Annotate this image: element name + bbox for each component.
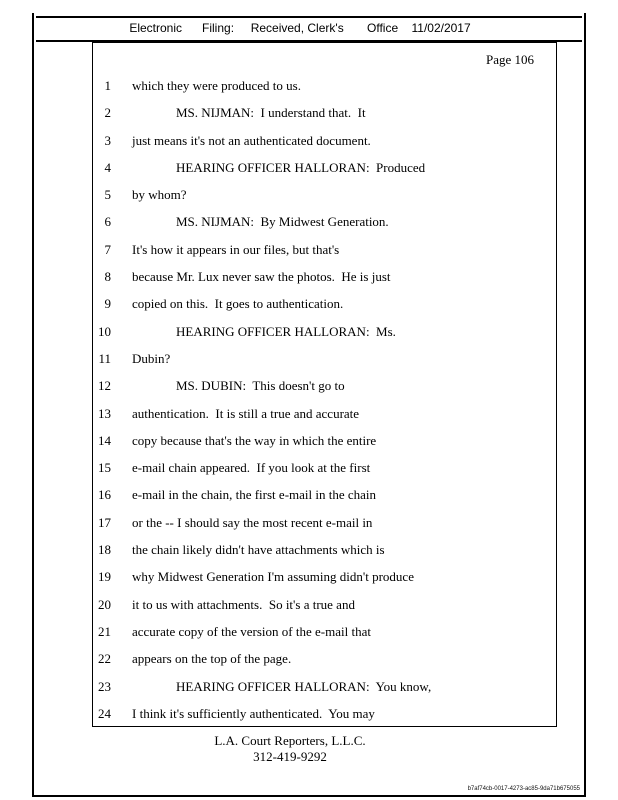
transcript-line — [93, 127, 556, 154]
transcript-line-number: 7 — [104, 241, 111, 257]
transcript-line-text: why Midwest Generation I'm assuming didn't produce — [132, 569, 414, 585]
transcript-line-text: authentication. It is still a true and accurate — [132, 405, 360, 421]
reporter-name: L.A. Court Reporters, L.L.C. — [214, 733, 366, 748]
transcript-line-number: 2 — [104, 105, 111, 121]
scan-edge-left — [32, 13, 34, 797]
scan-edge-right — [584, 13, 586, 797]
transcript-line — [93, 372, 556, 399]
transcript-line-number: 17 — [98, 514, 111, 530]
transcript-line — [93, 318, 556, 345]
transcript-line-number: 10 — [98, 323, 111, 339]
reporter-phone: 312-419-9292 — [253, 749, 327, 764]
transcript-line-number: 3 — [104, 132, 111, 148]
transcript-line — [93, 99, 556, 126]
transcript-line-number: 4 — [104, 159, 111, 175]
transcript-line-number: 19 — [98, 569, 111, 585]
transcript-line — [93, 454, 556, 481]
transcript-line — [93, 290, 556, 317]
page-number-label: Page 106 — [485, 52, 534, 67]
transcript-line — [93, 263, 556, 290]
transcript-line-text: which they were produced to us. — [132, 78, 301, 93]
transcript-line — [93, 345, 556, 372]
transcript-line — [93, 236, 556, 263]
transcript-line — [93, 618, 556, 645]
transcript-line — [93, 673, 556, 700]
transcript-line-text: HEARING OFFICER HALLORAN: Ms. — [176, 323, 396, 339]
transcript-line-text: just means it's not an authenticated document. — [132, 132, 371, 148]
electronic-filing-stamp: Electronic Filing: Received, Clerk's Office 11/02/2017 — [129, 21, 471, 35]
transcript-line — [93, 181, 556, 208]
transcript-line-text: e-mail in the chain, the first e-mail in the chain — [132, 487, 377, 503]
transcript-line-number: 14 — [98, 432, 111, 448]
document-id-stamp: b7af74cb-0017-4273-ac85-9da71b675055 — [467, 786, 580, 792]
transcript-line-text: copy because that's the way in which the entire — [132, 432, 377, 448]
transcript-line-text: accurate copy of the version of the e-mail that — [132, 623, 371, 639]
transcript-line-text: copied on this. It goes to authentication. — [132, 296, 344, 312]
transcript-line-number: 12 — [98, 378, 111, 394]
transcript-line-text: or the -- I should say the most recent e-mail in — [132, 514, 373, 530]
transcript-line-number: 20 — [98, 596, 111, 612]
transcript-line-number: 11 — [98, 350, 111, 366]
transcript-line — [93, 208, 556, 235]
transcript-line-text: because Mr. Lux never saw the photos. He is just — [132, 269, 391, 285]
transcript-line-text: Dubin? — [132, 350, 171, 366]
reporter-footer — [0, 733, 580, 765]
transcript-line — [93, 591, 556, 618]
transcript-line-number: 9 — [104, 296, 111, 312]
header-rule-top — [36, 16, 582, 18]
transcript-line — [93, 509, 556, 536]
transcript-line — [93, 481, 556, 508]
transcript-line — [93, 72, 556, 99]
transcript-line-number: 23 — [98, 678, 111, 694]
transcript-line-text: MS. NIJMAN: I understand that. It — [176, 105, 366, 121]
transcript-line-text: by whom? — [132, 187, 187, 203]
transcript-line-number: 1 — [104, 78, 111, 93]
transcript-line-text: it to us with attachments. So it's a true and — [132, 596, 355, 612]
transcript-line — [93, 427, 556, 454]
scan-edge-bottom — [32, 795, 586, 797]
transcript-line-number: 16 — [98, 487, 111, 503]
transcript-line-text: I think it's sufficiently authenticated. You may — [132, 705, 375, 721]
transcript-line — [93, 563, 556, 590]
transcript-line-text: the chain likely didn't have attachments which is — [132, 542, 385, 558]
transcript-line-text: e-mail chain appeared. If you look at the first — [132, 460, 371, 476]
transcript-line-text: MS. DUBIN: This doesn't go to — [176, 378, 345, 394]
transcript-line — [93, 536, 556, 563]
transcript-line — [93, 700, 556, 727]
transcript-line-number: 18 — [98, 542, 111, 558]
transcript-line-number: 6 — [104, 214, 111, 230]
transcript-line-number: 13 — [98, 405, 111, 421]
transcript-line-number: 24 — [98, 705, 111, 721]
transcript-line-text: It's how it appears in our files, but that's — [132, 241, 340, 257]
transcript-line — [93, 400, 556, 427]
transcript-line-number: 22 — [98, 651, 111, 667]
transcript-line-number: 15 — [98, 460, 111, 476]
transcript-box — [92, 42, 557, 727]
transcript-lines — [93, 72, 556, 727]
transcript-line-number: 21 — [98, 623, 111, 639]
transcript-line-text: MS. NIJMAN: By Midwest Generation. — [176, 214, 389, 230]
transcript-line — [93, 154, 556, 181]
transcript-line-text: HEARING OFFICER HALLORAN: You know, — [176, 678, 432, 694]
transcript-line-text: appears on the top of the page. — [132, 651, 292, 667]
transcript-line-text: HEARING OFFICER HALLORAN: Produced — [176, 159, 426, 175]
transcript-line-number: 8 — [104, 269, 111, 285]
transcript-line-number: 5 — [104, 187, 111, 203]
transcript-line — [93, 645, 556, 672]
